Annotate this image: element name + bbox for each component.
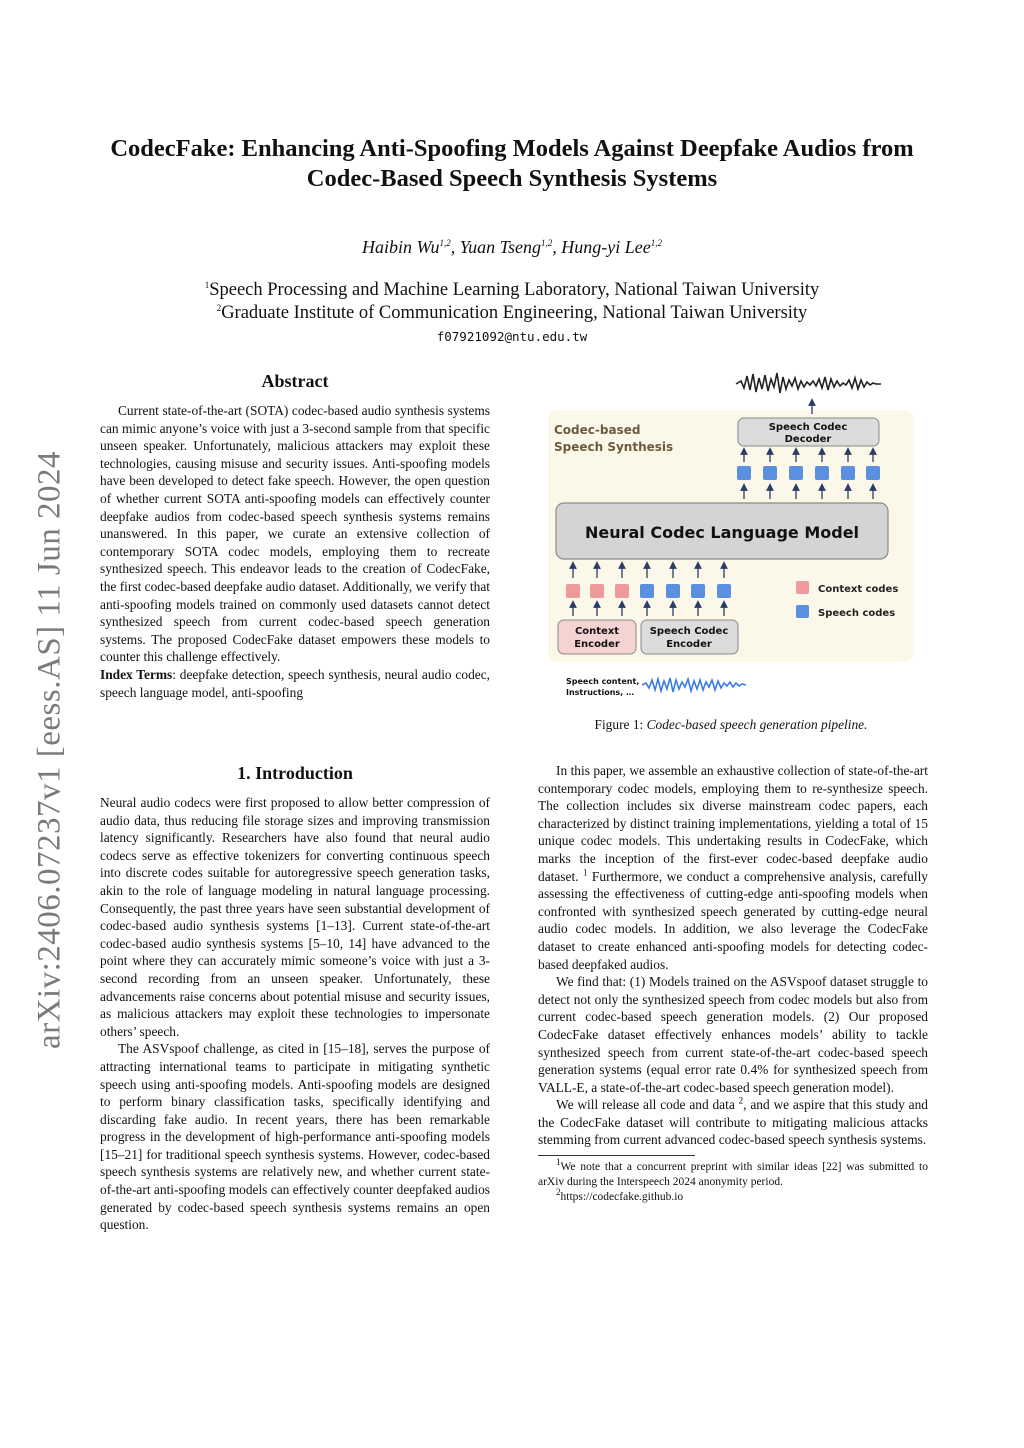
footnote-ref[interactable]: 2	[738, 1095, 744, 1106]
author-affiliation-mark: 1,2	[439, 238, 451, 248]
lm-label: Neural Codec Language Model	[584, 523, 860, 542]
speech-encoder-label: Encoder	[666, 639, 712, 650]
panel-title: Speech Synthesis	[554, 440, 674, 454]
footnote-1: $^1$We note that a concurrent preprint with similar ideas [22] was submitted to arXiv during the Interspeech 2024 anonymity period.	[538, 1157, 928, 1189]
affiliation-line: $^2$Graduate Institute of Communication Engineering, National Taiwan University	[216, 302, 808, 323]
decoder-label: Decoder	[784, 434, 832, 445]
context-code-token	[590, 584, 604, 598]
speech-code-token	[666, 584, 680, 598]
index-terms: Index Terms: deepfake detection, speech synthesis, neural audio codec, speech language model, anti-spoofing	[100, 666, 490, 700]
introduction-heading: 1. Introduction	[237, 763, 353, 783]
context-encoder-label: Encoder	[574, 639, 620, 650]
decoder-label: Speech Codec	[768, 422, 848, 433]
legend-context-swatch	[796, 581, 809, 594]
caption-label: Figure 1:	[594, 717, 647, 732]
input-text-label: Instructions, …	[566, 688, 634, 697]
intro-paragraph-5: We will release all code and data $^2$, and we aspire that this study and the CodecFake dataset will contribute to mitigating malicious attacks stemming from current advanced codec-based speech synthesis systems.	[538, 1095, 929, 1148]
pipeline-diagram	[536, 362, 926, 702]
caption-text: Codec-based speech generation pipeline.	[646, 717, 868, 732]
affiliation-line: $^1$Speech Processing and Machine Learning Laboratory, National Taiwan University	[204, 279, 820, 300]
speech-code-token	[866, 466, 880, 480]
legend-context-label: Context codes	[818, 584, 899, 595]
arxiv-identifier: arXiv:2406.07237v1 [eess.AS] 11 Jun 2024	[31, 450, 68, 1050]
author: Yuan Tseng	[459, 237, 541, 257]
project-url[interactable]: https://codecfake.github.io	[560, 1191, 684, 1204]
speech-code-token	[841, 466, 855, 480]
output-waveform	[736, 373, 881, 393]
speech-code-token	[763, 466, 777, 480]
abstract-section	[100, 370, 490, 701]
speech-code-token	[717, 584, 731, 598]
title-line-2: Codec-Based Speech Synthesis Systems	[306, 165, 718, 192]
figure-1	[536, 362, 926, 702]
input-text-label: Speech content,	[566, 677, 640, 686]
author: Hung-yi Lee	[561, 237, 651, 257]
context-code-token	[615, 584, 629, 598]
footnote-rule	[538, 1155, 695, 1156]
panel-title: Codec-based	[554, 423, 641, 437]
author: Haibin Wu	[362, 237, 440, 257]
affiliations	[100, 279, 924, 325]
speech-code-token	[815, 466, 829, 480]
speech-code-token	[737, 466, 751, 480]
abstract-heading: Abstract	[261, 371, 329, 391]
input-waveform	[642, 678, 746, 692]
legend-speech-swatch	[796, 605, 809, 618]
intro-paragraph-4: We find that: (1) Models trained on the ASVspoof dataset struggle to detect not only the synthesized speech from codec models but also from current codec-based speech generation models. (2) Our proposed CodecFake dataset effectively enhances models’ ability to tackle synthesized speech from current state-of-the-art codec-based speech generation systems (equal error rate 0.4% for synthesized speech from VALL-E, a state-of-the-art codec-based speech generation model).	[538, 974, 928, 1095]
speech-encoder-label: Speech Codec	[649, 626, 729, 637]
author-affiliation-mark: 1,2	[541, 238, 553, 248]
intro-paragraph-3: In this paper, we assemble an exhaustive collection of state-of-the-art contemporary codec models, employing them to re-synthesize speech. The collection includes six diverse mainstream codec papers, each characterized by distinct training implementations, yielding a total of 15 unique codec models. This undertaking results in CodecFake, which marks the inception of the first-ever codec-based deepfake audio dataset. $^1$ Furthermore, we conduct a comprehensive analysis, carefully assessing the effectiveness of cutting-edge anti-spoofing models when confronted with synthesized speech generated by cutting-edge neural audio codec models. In addition, we also leverage the CodecFake dataset to create enhanced anti-spoofing models for detecting codec-based deepfaked audios.	[538, 763, 928, 972]
legend-speech-label: Speech codes	[818, 608, 896, 619]
abstract-text: Current state-of-the-art (SOTA) codec-based audio synthesis systems can mimic anyone’s voice with just a 3-second sample from that specific unseen speaker. Unfortunately, malicious attackers may exploit these technologies, causing misuse and security issues. Anti-spoofing models have been developed to detect fake speech. However, the open question of whether current SOTA anti-spoofing models can effectively counter deepfake audios from codec-based speech synthesis systems remains unanswered. In this paper, we curate an extensive collection of contemporary SOTA codec models, employing them to recreate synthesized speech. This endeavor leads to the creation of CodecFake, the first codec-based deepfake audio dataset. Additionally, we verify that anti-spoofing models trained on commonly used datasets cannot detect synthesized speech from current codec-based speech generation systems. The proposed CodecFake dataset empowers these models to counter this challenge effectively.	[100, 403, 490, 665]
paper-title	[100, 134, 924, 194]
intro-paragraph-1: Neural audio codecs were first proposed to allow better compression of audio data, thus reducing file storage sizes and improving transmission latency significantly. Researchers have also found that neural audio codecs serve as effective tokenizers for converting continuous speech into discrete codes suitable for autoregressive speech generation tasks, akin to the role of language modeling in natural language processing. Consequently, the past three years have seen substantial development of codec-based audio synthesis systems [1–13]. Current state-of-the-art codec-based audio synthesis systems [5–10, 14] have advanced to the point where they can accurately mimic someone’s voice with just a 3-second recording from an unseen speaker. Unfortunately, these advancements raise concerns about potential misuse and security issues, as malicious attackers may exploit these technologies to impersonate others’ speech.	[100, 795, 490, 1039]
introduction-section	[100, 762, 490, 1234]
intro-continued	[538, 762, 928, 1205]
footnote-2: $^2$https://codecfake.github.io	[556, 1187, 684, 1204]
contact-email[interactable]: f07921092@ntu.edu.tw	[436, 329, 588, 344]
context-code-token	[566, 584, 580, 598]
intro-paragraph-2: The ASVspoof challenge, as cited in [15–18], serves the purpose of attracting international teams to participate in mitigating synthetic speech using anti-spoofing models. Anti-spoofing models are designed to perform binary classification tasks, specifically identifying and discarding fake audio. In recent years, there has been remarkable progress in the development of high-performance anti-spoofing models [15–21] for traditional speech synthesis systems. However, codec-based speech synthesis systems are relatively new, and whether current state-of-the-art anti-spoofing models can effectively counter deepfaked audios generated by codec-based speech synthesis systems remains an open question.	[100, 1041, 490, 1233]
speech-code-token	[691, 584, 705, 598]
figure-1-caption	[536, 716, 926, 734]
author-list: Haibin Wu$^{1,2}$, Yuan Tseng$^{1,2}$, Hung-yi Lee$^{1,2}$	[362, 237, 662, 257]
author-affiliation-mark: 1,2	[650, 238, 662, 248]
footnote-ref[interactable]: 1	[582, 867, 588, 878]
speech-code-token	[640, 584, 654, 598]
context-encoder-label: Context	[574, 626, 620, 637]
speech-code-token	[789, 466, 803, 480]
index-terms-label: Index Terms	[100, 666, 173, 682]
title-line-1: CodecFake: Enhancing Anti-Spoofing Models Against Deepfake Audios from	[110, 135, 914, 162]
